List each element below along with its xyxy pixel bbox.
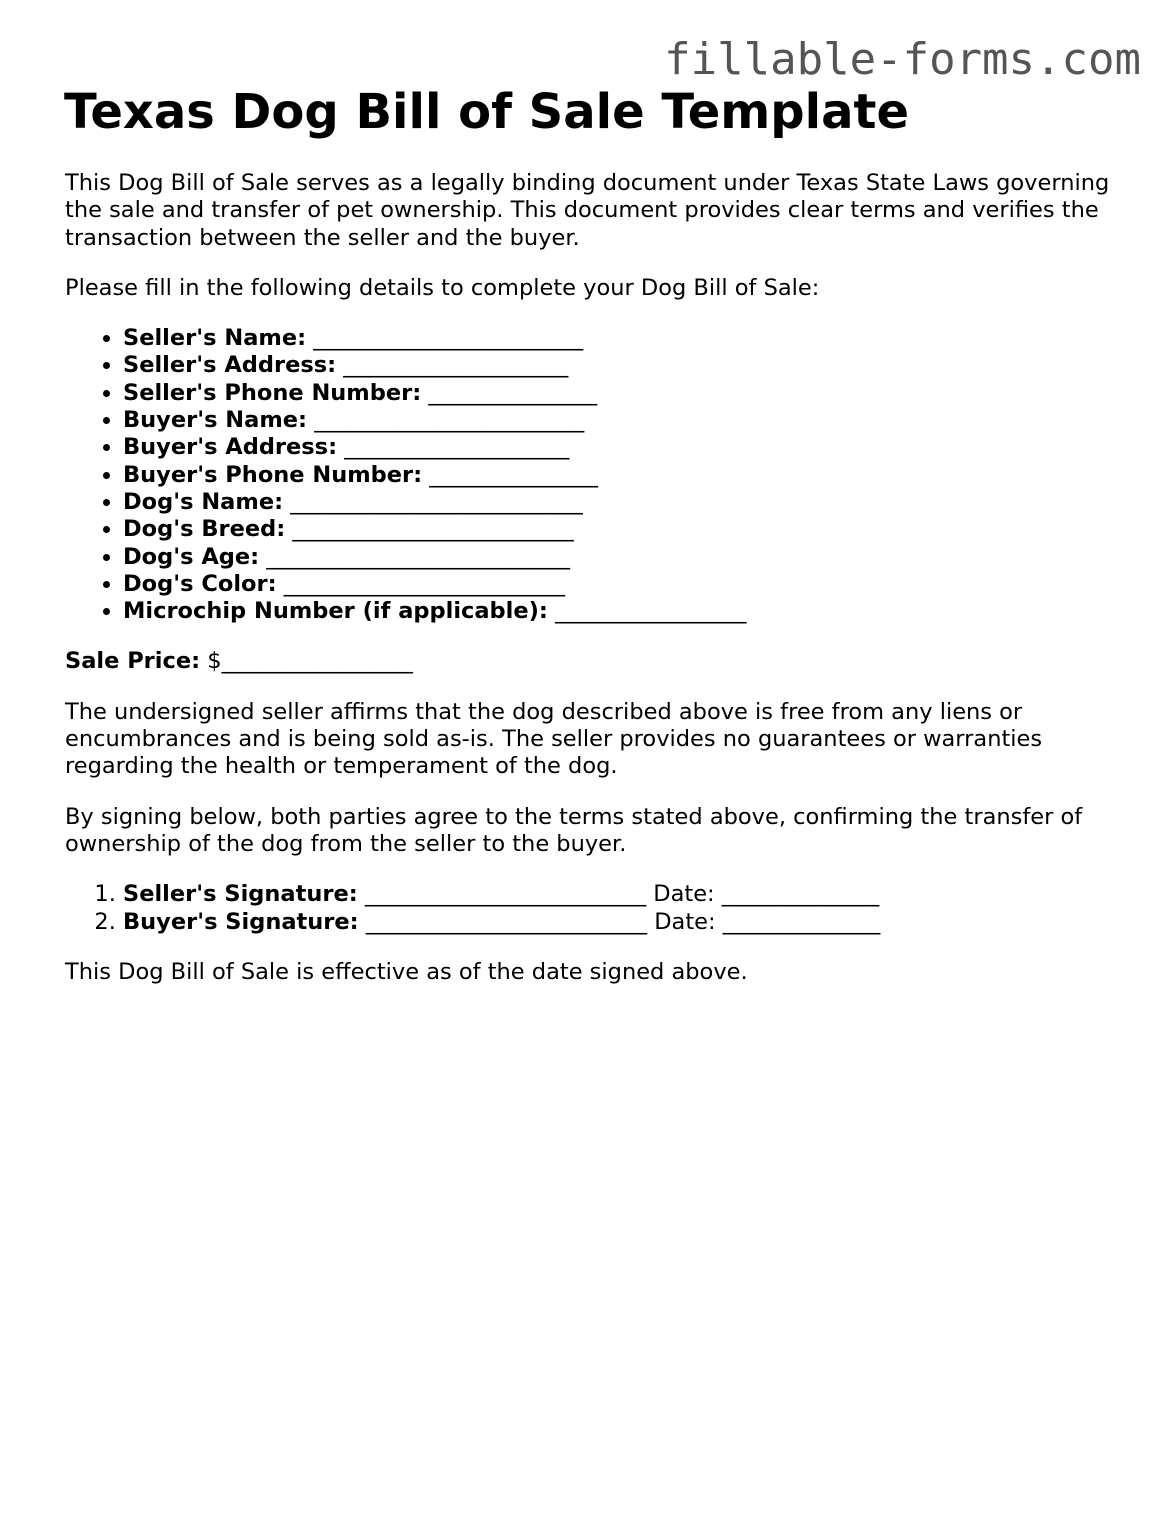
field-dogs-age [123,544,1135,571]
signature-blank[interactable]: _________________________ Date: ______________ [364,881,880,908]
signature-label: Seller's Signature: [123,881,358,908]
blank-line[interactable]: __________________________ [290,488,583,515]
field-label: Seller's Name: [123,325,307,352]
sale-price-line [65,648,1135,675]
closing-paragraph: This Dog Bill of Sale is effective as of the date signed above. [65,958,748,985]
sale-price-blank[interactable]: $_________________ [207,648,413,675]
buyer-signature-line [123,909,1135,936]
field-dogs-name [123,489,1135,516]
field-sellers-name [123,325,1135,352]
signature-label: Buyer's Signature: [123,908,359,935]
blank-line[interactable]: ___________________________ [266,543,571,570]
blank-line[interactable]: ____________________ [343,352,569,379]
field-buyers-address [123,434,1135,461]
watermark: fillable-forms.com [664,34,1141,85]
blank-line[interactable]: ________________________ [314,407,585,434]
agreement-paragraph: By signing below, both parties agree to the terms stated above, confirming the transfer of ownership of the dog from the seller to the buyer. [65,803,1083,857]
field-sellers-address [123,352,1135,379]
detail-fields-list [65,325,1135,625]
signature-blank[interactable]: _________________________ Date: ______________ [365,908,881,935]
field-label: Dog's Color: [123,570,277,597]
blank-line[interactable]: _________________ [555,598,747,625]
field-dogs-breed [123,516,1135,543]
seller-signature-line [123,881,1135,908]
field-label: Seller's Address: [123,352,337,379]
field-label: Buyer's Name: [123,407,308,434]
page-title: Texas Dog Bill of Sale Template [64,84,909,140]
field-label: Buyer's Address: [123,434,338,461]
blank-line[interactable]: _______________ [428,379,598,406]
blank-line[interactable]: _________________________ [292,516,574,543]
blank-line[interactable]: _______________ [429,461,599,488]
sale-price-label: Sale Price: [65,648,201,675]
signature-list [65,881,1135,936]
field-label: Dog's Breed: [123,516,286,543]
field-sellers-phone [123,380,1135,407]
field-label: Microchip Number (if applicable): [123,598,548,625]
intro-paragraph: This Dog Bill of Sale serves as a legally binding document under Texas State Laws governing the sale and transfer of pet ownership. This document provides clear terms and verifies the transaction between the seller and the buyer. [65,170,1110,251]
field-buyers-phone [123,462,1135,489]
field-buyers-name [123,407,1135,434]
blank-line[interactable]: _________________________ [283,570,565,597]
field-label: Dog's Name: [123,488,284,515]
document-body [65,170,1135,1009]
field-label: Dog's Age: [123,543,260,570]
blank-line[interactable]: ____________________ [344,434,570,461]
field-label: Buyer's Phone Number: [123,461,423,488]
field-microchip-number [123,598,1135,625]
field-dogs-color [123,571,1135,598]
affirmation-paragraph: The undersigned seller affirms that the dog described above is free from any liens or encumbrances and is being sold as-is. The seller provides no guarantees or warranties regarding the health or temperament of the dog. [65,698,1043,780]
instructions-paragraph: Please fill in the following details to complete your Dog Bill of Sale: [65,274,820,301]
field-label: Seller's Phone Number: [123,379,422,406]
blank-line[interactable]: ________________________ [313,325,584,352]
